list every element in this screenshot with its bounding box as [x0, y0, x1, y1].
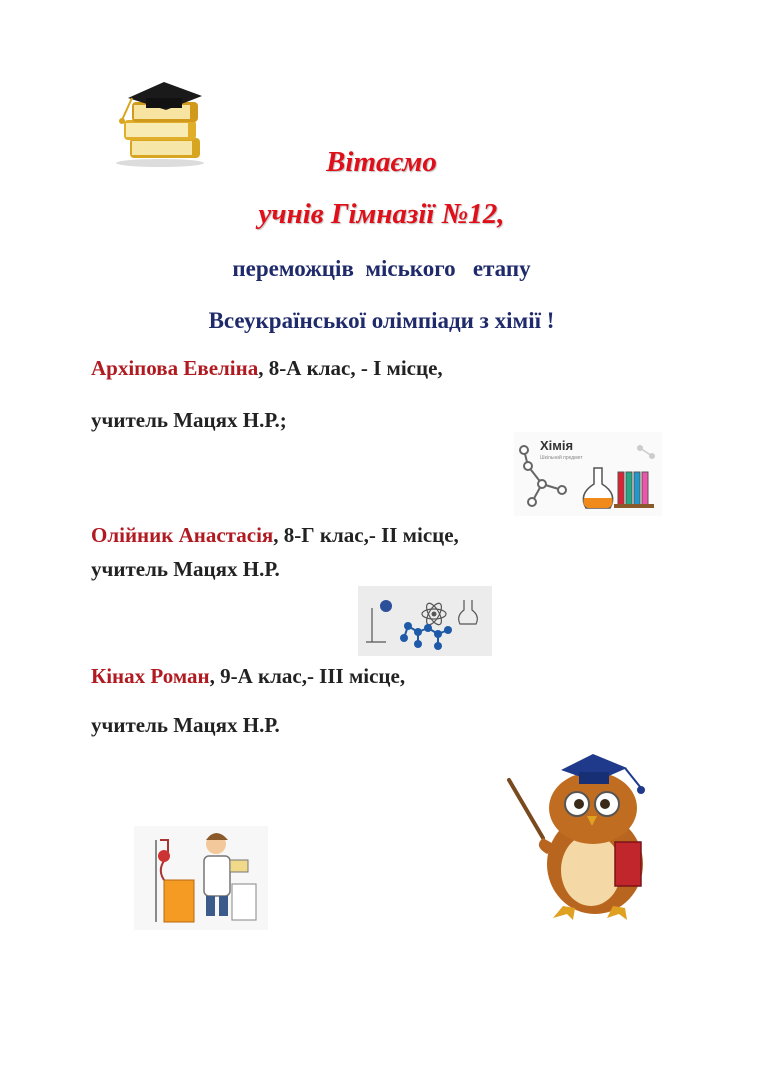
winner-details: , 8-Г клас,- ІІ місце, — [273, 523, 459, 547]
winner-details: , 9-А клас,- ІІІ місце, — [209, 664, 406, 688]
molecule-icon — [358, 586, 492, 656]
chem-subtitle: Шкільний предмет — [540, 455, 583, 461]
chemistry-icon — [514, 432, 662, 516]
chem-title: Хімія — [540, 438, 574, 453]
winner-name: Архіпова Евеліна — [91, 356, 259, 380]
teacher-line: учитель Мацях Н.Р.; — [91, 408, 287, 432]
winner-name: Кінах Роман — [91, 664, 210, 688]
winner-line — [91, 664, 405, 689]
owl-icon — [503, 746, 665, 922]
winner-details: , 8-А клас, - І місце, — [258, 356, 443, 380]
greeting-school: учнів Гімназії №12, — [258, 198, 505, 230]
winner-line — [91, 523, 459, 548]
teacher-line: учитель Мацях Н.Р. — [91, 713, 280, 737]
winner-name: Олійник Анастасія — [91, 523, 274, 547]
teacher-line: учитель Мацях Н.Р. — [91, 557, 280, 581]
greeting-title: Вітаємо — [326, 146, 437, 178]
winner-line — [91, 356, 443, 381]
greeting-olympiad: Всеукраїнської олімпіади з хімії ! — [208, 308, 555, 333]
chemist-icon — [134, 826, 268, 930]
greeting-winners: переможців міського етапу — [232, 256, 531, 281]
